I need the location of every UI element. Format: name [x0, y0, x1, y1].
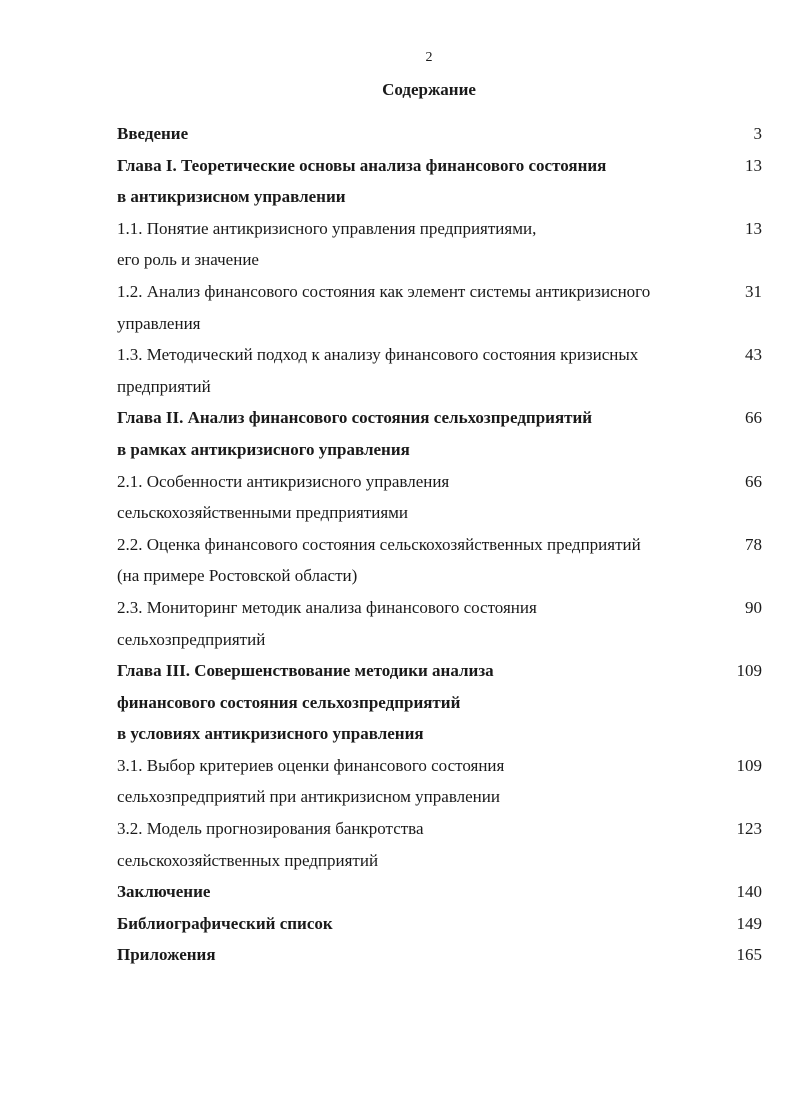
toc-entry-text-line: в рамках антикризисного управления [117, 439, 410, 459]
toc-entry [117, 276, 762, 339]
toc-entry-text-line: управления [117, 313, 201, 333]
toc-entry [117, 939, 762, 971]
page-title: Содержание [382, 80, 476, 99]
toc-entry-text-line: сельхозпредприятий [117, 629, 266, 649]
toc-entry-text-line: сельскохозяйственными предприятиями [117, 503, 408, 523]
toc-entry-page-number: 66 [745, 471, 762, 491]
toc-entry-page-number: 123 [736, 819, 762, 839]
toc-entry-page-number: 31 [745, 281, 762, 301]
toc-entry [117, 592, 762, 655]
toc-entry-text-line: 2.2. Оценка финансового состояния сельскохозяйственных предприятий [117, 534, 641, 554]
toc-entry-text-line: Введение [117, 124, 189, 143]
toc-entry-page-number: 109 [736, 755, 762, 775]
toc-entry-text-line: в антикризисном управлении [117, 187, 346, 207]
toc-entry-text-line: предприятий [117, 376, 211, 396]
toc-entry-text-line: 1.3. Методический подход к анализу финансового состояния кризисных [117, 345, 639, 365]
toc-entry-text-line: в условиях антикризисного управления [117, 724, 424, 744]
toc-entry-text-line: сельхозпредприятий при антикризисном управлении [117, 787, 500, 807]
toc-entry-text-line: Глава III. Совершенствование методики анализа [117, 661, 494, 681]
toc-entry [117, 813, 762, 876]
toc-entry [117, 876, 762, 908]
page-number: 2 [425, 50, 433, 65]
toc-entry [117, 750, 762, 813]
toc-entry-text-line: 2.3. Мониторинг методик анализа финансового состояния [117, 597, 537, 617]
toc-entry [117, 402, 762, 465]
toc-entry [117, 655, 762, 750]
toc-entry-page-number: 165 [736, 945, 762, 965]
toc-entry-text-line: 3.2. Модель прогнозирования банкротства [117, 819, 424, 839]
toc-entry-page-number: 78 [745, 534, 762, 554]
toc-entry-page-number: 140 [736, 882, 762, 902]
toc-entry-text-line: его роль и значение [117, 250, 259, 270]
toc-entry-text-line: 1.2. Анализ финансового состояния как элемент системы антикризисного [117, 281, 651, 301]
toc-entry-text-line: сельскохозяйственных предприятий [117, 850, 379, 870]
toc-entry [117, 150, 762, 213]
toc-entry-text-line: 1.1. Понятие антикризисного управления предприятиями, [117, 218, 537, 238]
toc-entry-text-line: (на примере Ростовской области) [117, 566, 358, 586]
toc-entry-page-number: 3 [753, 124, 762, 143]
toc-entry-text-line: 2.1. Особенности антикризисного управления [117, 471, 450, 491]
toc-entry-text-line: 3.1. Выбор критериев оценки финансового состояния [117, 755, 505, 775]
toc-entry [117, 339, 762, 402]
toc-entry-text-line: Глава I. Теоретические основы анализа финансового состояния [117, 155, 607, 175]
toc-entry-text-line: Библиографический список [117, 913, 333, 933]
toc-entry [117, 908, 762, 940]
toc-entry [117, 213, 762, 276]
toc-entry-page-number: 43 [745, 345, 762, 365]
toc-entry-text-line: Заключение [117, 882, 211, 902]
toc-entry-page-number: 13 [745, 155, 762, 175]
toc-entry-text-line: финансового состояния сельхозпредприятий [117, 692, 461, 712]
toc-entry-text-line: Глава II. Анализ финансового состояния сельхозпредприятий [117, 408, 593, 428]
toc-entry-page-number: 90 [745, 597, 762, 617]
toc-entry-text-line: Приложения [117, 945, 216, 965]
toc-entry-page-number: 149 [736, 913, 762, 933]
table-of-contents [117, 118, 762, 971]
toc-entry-page-number: 109 [736, 661, 762, 681]
toc-entry [117, 118, 762, 150]
toc-entry [117, 529, 762, 592]
toc-entry-page-number: 66 [745, 408, 762, 428]
toc-entry-page-number: 13 [745, 218, 762, 238]
toc-entry [117, 466, 762, 529]
